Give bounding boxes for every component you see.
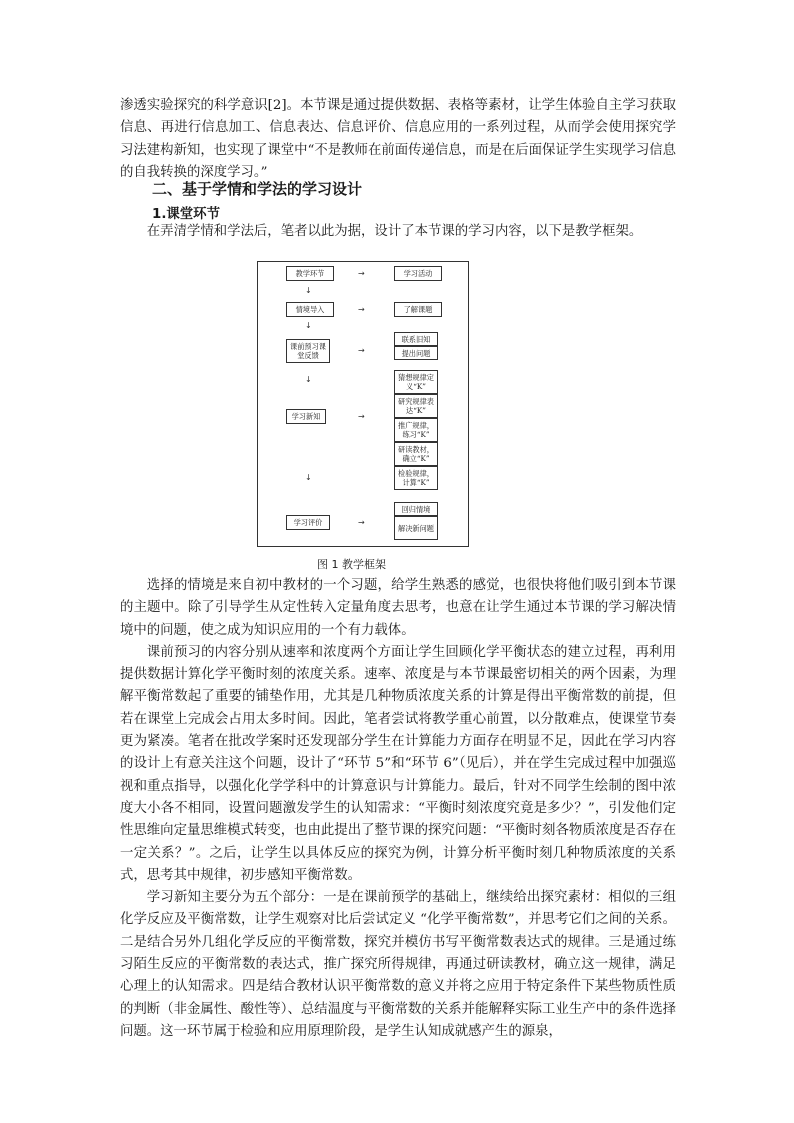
down-arrow: ↓	[305, 321, 312, 330]
activity-box: 联系旧知	[394, 332, 438, 346]
lead-text	[120, 221, 676, 243]
body-text	[120, 575, 676, 1043]
right-arrow: →	[358, 412, 365, 421]
stage-preview-box: 课前预习课堂反馈	[286, 339, 330, 363]
lead-sentence: 在弄清学情和学法后，笔者以此为据，设计了本节课的学习内容，以下是教学框架。	[146, 224, 643, 239]
activity-box: 检验规律，计算“K”	[394, 466, 438, 490]
section-heading: 二、基于学情和学法的学习设计	[152, 180, 363, 198]
right-arrow: →	[358, 305, 365, 314]
activity-box: 猜想规律定义“K”	[394, 370, 438, 394]
activity-box: 研究规律表达“K”	[394, 394, 438, 418]
subsection-heading: 1.课堂环节	[152, 207, 220, 222]
right-arrow: →	[358, 518, 365, 527]
stage-intro-box: 情境导入	[286, 302, 334, 317]
activity-box: 回归情境	[394, 502, 438, 516]
activity-box: 推广规律，练习“K”	[394, 418, 438, 442]
paragraph: 课前预习的内容分别从速率和浓度两个方面让学生回顾化学平衡状态的建立过程，再利用提供数据计算化学平衡时刻的浓度关系。速率、浓度是与本节课最密切相关的两个因素，为理解平衡常数起了重要的铺垫作用，尤其是几种物质浓度关系的计算是得出平衡常数的前提，但若在课堂上完成会占用太多时间。因此，笔者尝试将教学重心前置，以分散难点，使课堂节奏更为紧凑。笔者在批改学案时还发现部分学生在计算能力方面存在明显不足，因此在学习内容的设计上有意关注这个问题，设计了“环节 5”和“环节 6”（见后），并在学生完成过程中加强巡视和重点指导，以强化化学学科中的计算意识与计算能力。最后，针对不同学生绘制的图中浓度大小各不相同，设置问题激发学生的认知需求：“平衡时刻浓度究竟是多少？”，引发他们定性思维向定量思维模式转变，也由此提出了整节课的探究问题：“平衡时刻各物质浓度是否存在一定关系？”。之后，让学生以具体反应的探究为例，计算分析平衡时刻几种物质浓度的关系式，思考其中规律，初步感知平衡常数。	[120, 644, 676, 883]
figure-caption: 图 1 教学框架	[317, 558, 386, 571]
intro-text	[120, 95, 676, 184]
paragraph: 学习新知主要分为五个部分：一是在课前预学的基础上，继续给出探究素材：相似的三组化学反应及平衡常数，让学生观察对比后尝试定义 “化学平衡常数”，并思考它们之间的关系。二是结合另外几组化学反应的平衡常数，探究并模仿书写平衡常数表达式的规律。三是通过练习陌生反应的平衡常数的表达式，推广探究所得规律，再通过研读教材，确立这一规律，满足心理上的认知需求。四是结合教材认识平衡常数的意义并将之应用于特定条件下某些物质性质的判断（非金属性、酸性等）、总结温度与平衡常数的关系并能解释实际工业生产中的条件选择问题。这一环节属于检验和应用原理阶段，是学生认知成就感产生的源泉，	[120, 890, 676, 1039]
down-arrow: ↓	[305, 473, 312, 482]
right-arrow: →	[358, 346, 365, 355]
activity-box: 了解课题	[394, 302, 442, 317]
right-arrow: →	[358, 269, 365, 278]
header-stage-box: 教学环节	[286, 266, 334, 281]
down-arrow: ↓	[305, 375, 312, 384]
stage-evaluation-box: 学习评价	[286, 515, 330, 530]
intro-paragraph: 渗透实验探究的科学意识[2]。本节课是通过提供数据、表格等素材，让学生体验自主学习获取信息、再进行信息加工、信息表达、信息评价、信息应用的一系列过程，从而学会使用探究学习法建构新知，也实现了课堂中“不是教师在前面传递信息，而是在后面保证学生实现学习信息的自我转换的深度学习。”	[120, 98, 676, 180]
activity-box: 研读教材，确立“K”	[394, 442, 438, 466]
activity-box: 提出问题	[394, 346, 438, 360]
header-activity-box: 学习活动	[394, 266, 442, 281]
down-arrow: ↓	[305, 286, 312, 295]
activity-box: 解决新问题	[394, 516, 438, 540]
paragraph: 选择的情境是来自初中教材的一个习题，给学生熟悉的感觉，也很快将他们吸引到本节课的主题中。除了引导学生从定性转入定量角度去思考，也意在让学生通过本节课的学习解决情境中的问题，使之成为知识应用的一个有力载体。	[120, 578, 676, 638]
teaching-framework-figure	[257, 261, 469, 547]
stage-new-knowledge-box: 学习新知	[286, 409, 326, 424]
